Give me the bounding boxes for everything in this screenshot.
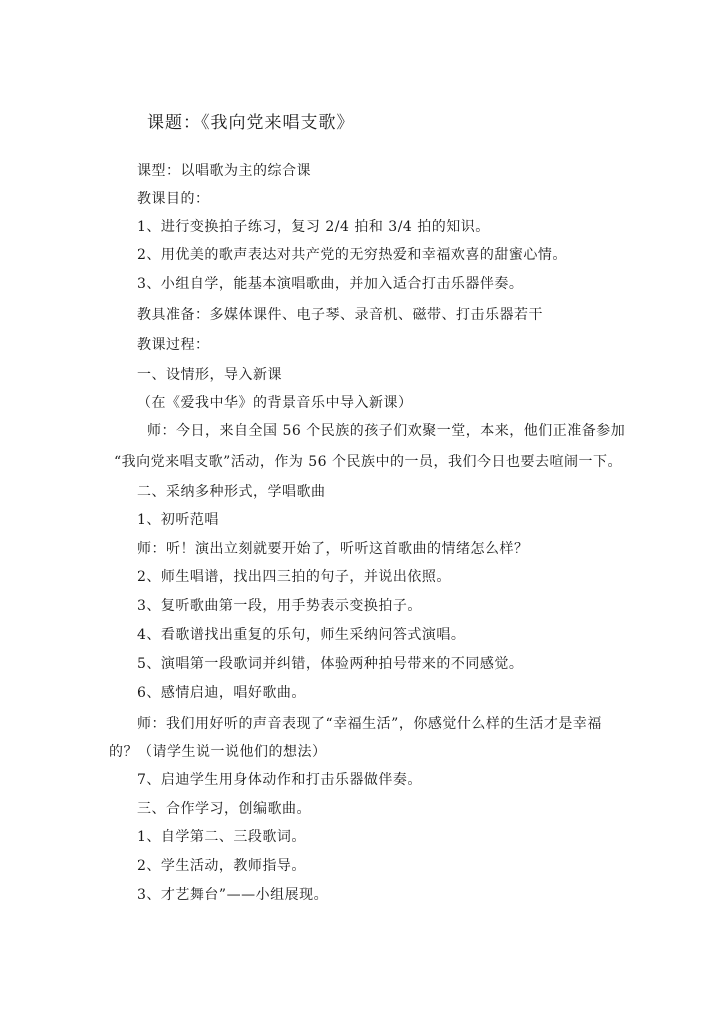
text-line: 师：今日，来自全国 56 个民族的孩子们欢聚一堂，本来，他们正准备参加 <box>147 423 626 439</box>
lesson-title: 课题：《我向党来唱支歌》 <box>147 113 355 133</box>
text-line: （在《爱我中华》的背景音乐中导入新课） <box>137 395 413 411</box>
text-line: 师：听！演出立刻就要开始了，听听这首歌曲的情绪怎么样？ <box>137 541 529 557</box>
text-line: 2、学生活动，教师指导。 <box>137 858 306 874</box>
text-line: 3、复听歌曲第一段，用手势表示变换拍子。 <box>137 598 422 614</box>
text-line: 教具准备：多媒体课件、电子琴、录音机、磁带、打击乐器若干 <box>137 307 543 323</box>
text-line: 5、演唱第一段歌词并纠错，体验两种拍号带来的不同感觉。 <box>137 656 524 672</box>
text-line: 3、才艺舞台”——小组展现。 <box>137 887 329 903</box>
text-line: 的？（请学生说一说他们的想法） <box>109 744 327 760</box>
section-heading: 二、采纳多种形式，学唱歌曲 <box>137 484 326 500</box>
text-line: 1、进行变换拍子练习，复习 2/4 拍和 3/4 拍的知识。 <box>137 219 490 235</box>
text-line: 教课过程： <box>137 337 210 353</box>
section-heading: 一、设情形，导入新课 <box>137 367 282 383</box>
text-line: 7、启迪学生用身体动作和打击乐器做伴奏。 <box>137 772 422 788</box>
text-line: 教课目的： <box>137 191 210 207</box>
section-heading: 三、合作学习，创编歌曲。 <box>137 801 311 817</box>
text-line: 4、看歌谱找出重复的乐句，师生采纳问答式演唱。 <box>137 627 466 643</box>
text-line: 3、小组自学，能基本演唱歌曲，并加入适合打击乐器伴奏。 <box>137 276 524 292</box>
text-line: “我向党来唱支歌”活动，作为 56 个民族中的一员，我们今日也要去喧闹一下。 <box>114 454 623 470</box>
text-line: 师：我们用好听的声音表现了“幸福生活”，你感觉什么样的生活才是幸福 <box>137 716 602 732</box>
text-line: 1、自学第二、三段歌词。 <box>137 829 306 845</box>
text-line: 课型：以唱歌为主的综合课 <box>137 163 311 179</box>
text-line: 1、初听范唱 <box>137 512 219 528</box>
text-line: 2、用优美的歌声表达对共产党的无穷热爱和幸福欢喜的甜蜜心情。 <box>137 247 567 263</box>
text-line: 2、师生唱谱，找出四三拍的句子，并说出依照。 <box>137 569 451 585</box>
text-line: 6、感情启迪，唱好歌曲。 <box>137 685 306 701</box>
